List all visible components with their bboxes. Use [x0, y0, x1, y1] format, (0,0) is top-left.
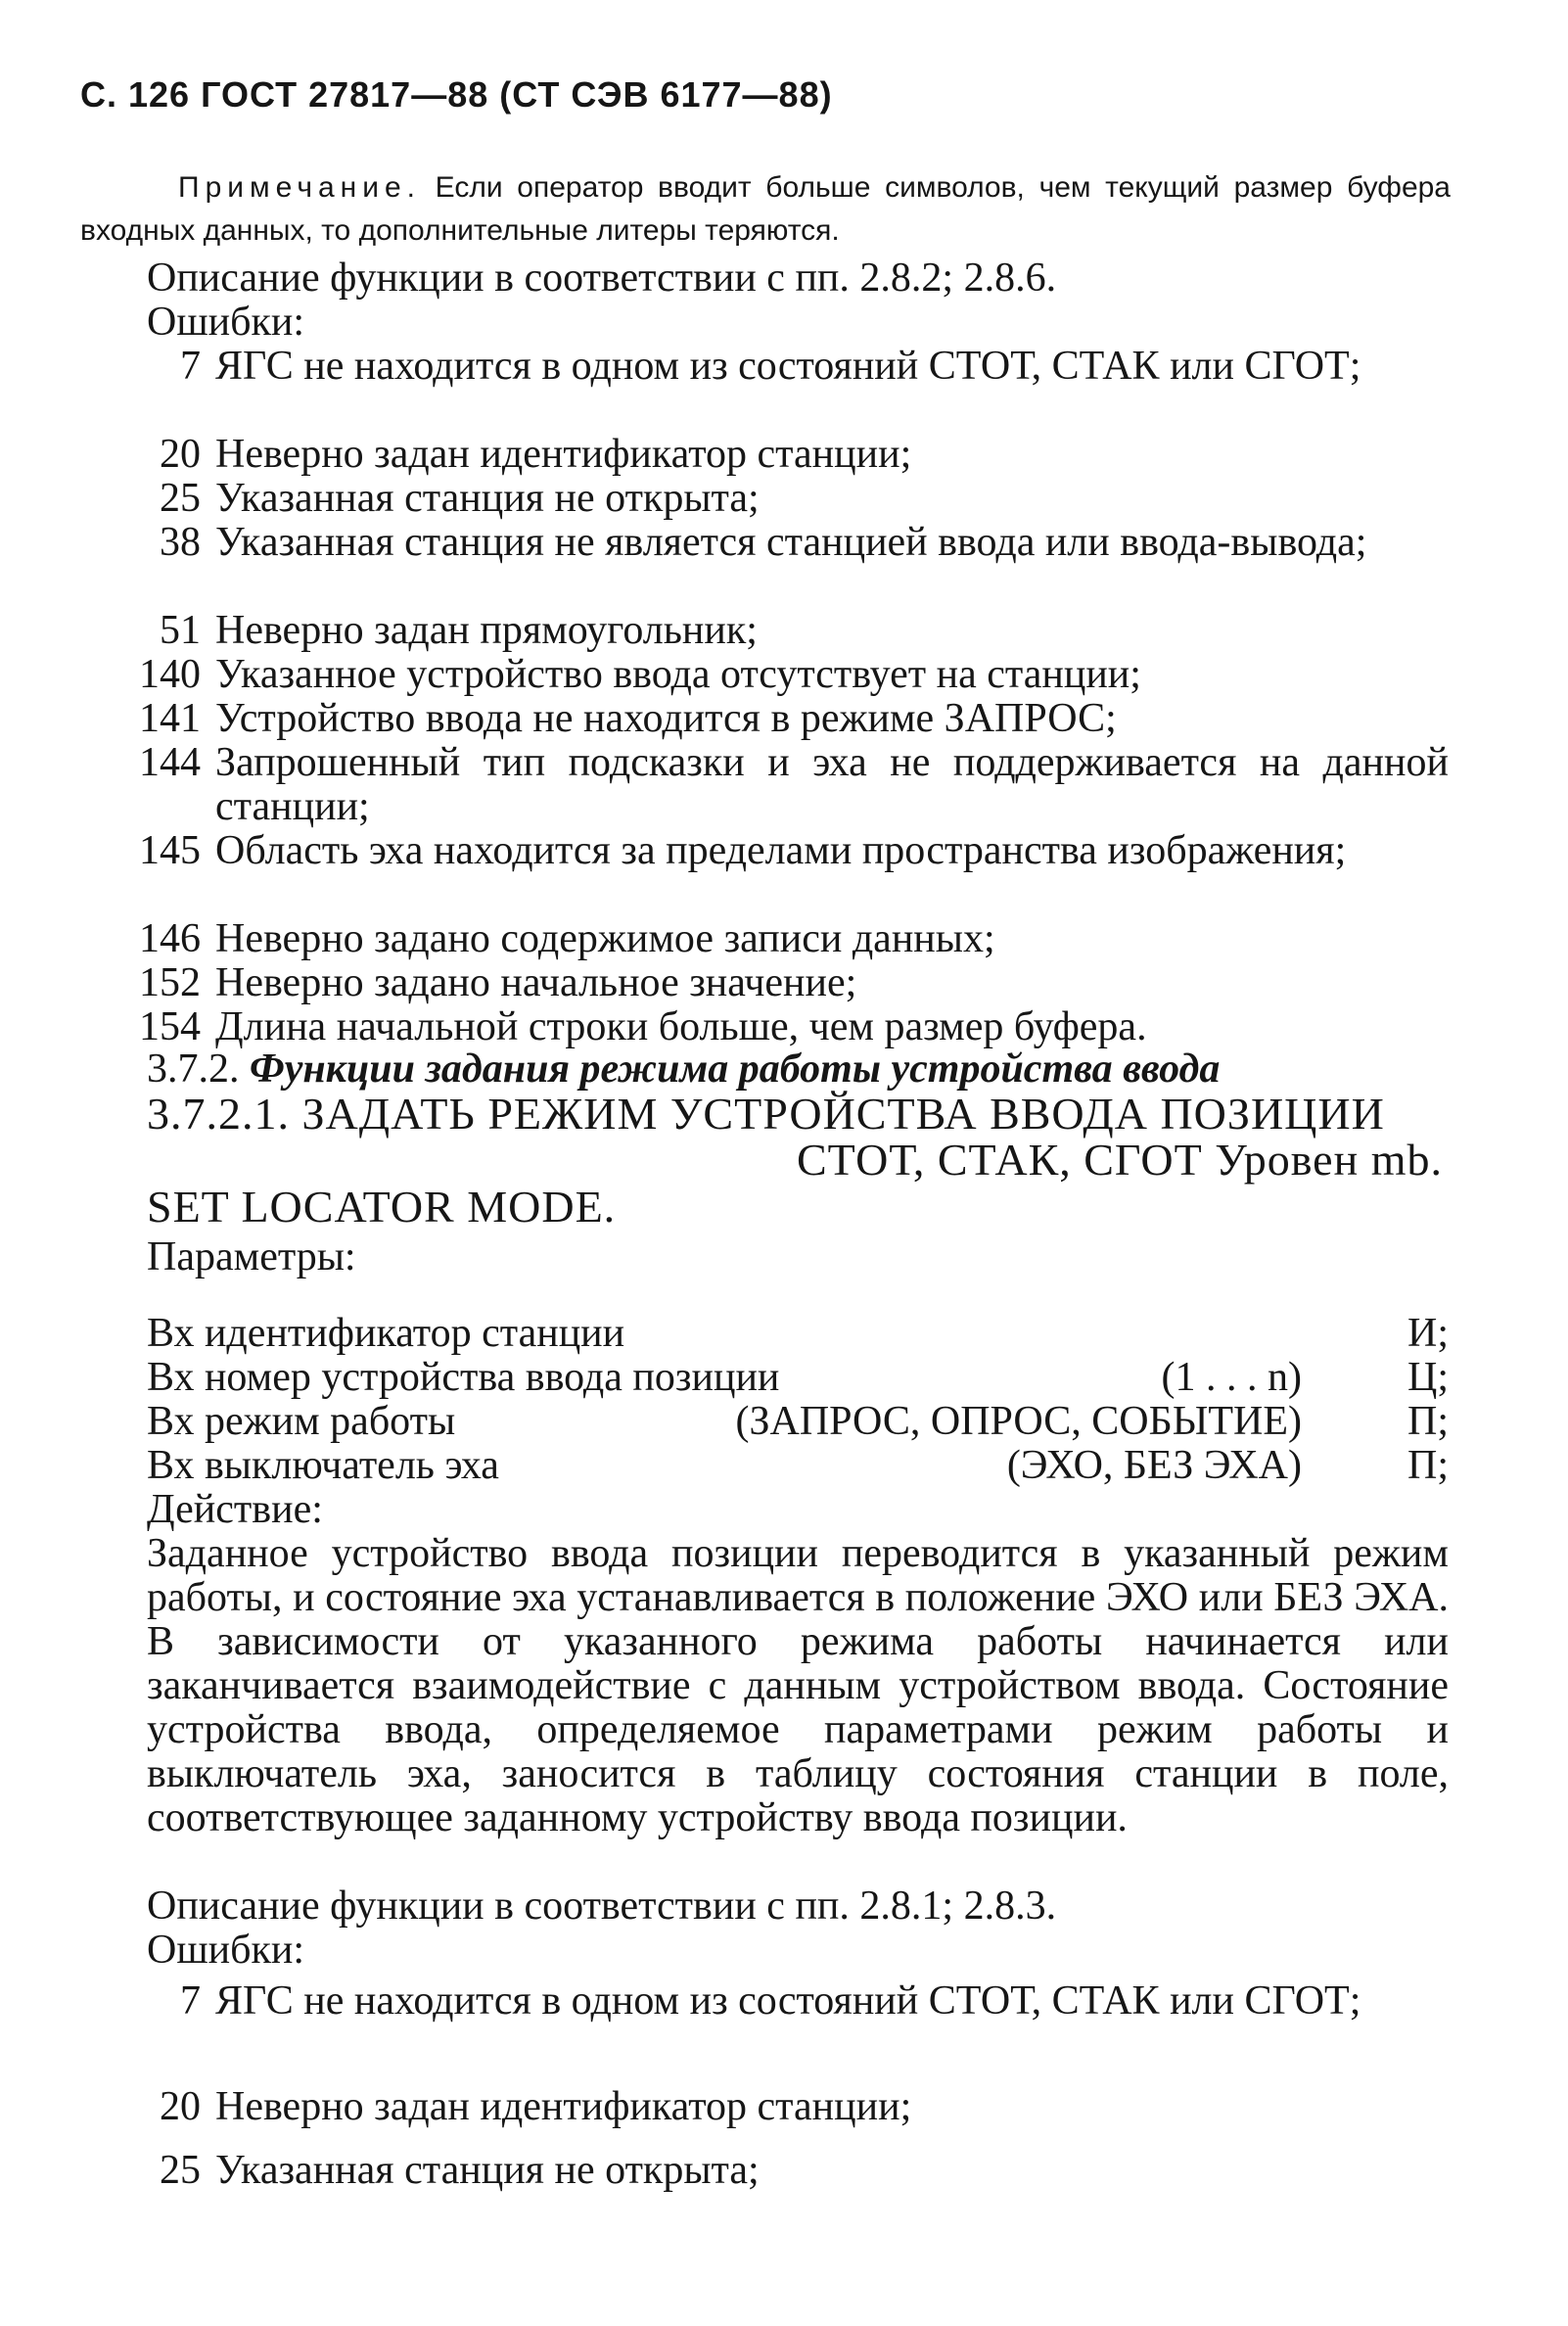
section-heading: [147, 1047, 1220, 1092]
param-name: Вх режим работы: [147, 1399, 456, 1444]
error-text: Указанная станция не открыта;: [215, 476, 760, 521]
action-text: Заданное устройство ввода позиции переводится в указанный режим работы, и состояние эха устанавливается в положение ЭХО или БЕЗ ЭХА. В зависимости от указанного режима работы начинается или заканчивается взаимодействие с данным устройством ввода. Состояние устройства ввода, определяемое параметрами режим работы и выключатель эха, заносится в таблицу состояния станции в поле, соответствующее заданному устройству ввода позиции.: [147, 1531, 1449, 1840]
error-text: Неверно задано содержимое записи данных;: [215, 916, 995, 961]
subsection-errors-label: Ошибки:: [147, 1928, 305, 1973]
error-text: ЯГС не находится в одном из состояний СТОТ, СТАК или СГОТ;: [215, 344, 1361, 389]
note: [80, 166, 1451, 253]
param-range: (1 . . . n): [1161, 1355, 1302, 1400]
param-name: Вх идентификатор станции: [147, 1311, 625, 1356]
error-text: Устройство ввода не находится в режиме ЗАПРОС;: [215, 696, 1117, 741]
error-text: Неверно задан идентификатор станции;: [215, 2084, 912, 2129]
error-text: Указанная станция не является станцией ввода или ввода-вывода;: [215, 520, 1367, 565]
param-type: П;: [1407, 1443, 1449, 1488]
error-text: Указанное устройство ввода отсутствует на станции;: [215, 652, 1141, 697]
block1-errors-label: Ошибки:: [147, 300, 305, 345]
subsection-title: 3.7.2.1. ЗАДАТЬ РЕЖИМ УСТРОЙСТВА ВВОДА ПОЗИЦИИ: [147, 1089, 1385, 1139]
action-label: Действие:: [147, 1487, 323, 1532]
error-code: 7: [180, 1978, 201, 2024]
param-row: [147, 1444, 1449, 1488]
error-code: 7: [180, 344, 201, 389]
param-row: [147, 1400, 1449, 1444]
page-header: С. 126 ГОСТ 27817—88 (СТ СЭВ 6177—88): [80, 74, 833, 115]
error-code: 38: [160, 520, 201, 565]
error-text: Длина начальной строки больше, чем размер буфера.: [215, 1004, 1147, 1049]
note-label: Примечание.: [178, 171, 421, 204]
error-text: Неверно задан идентификатор станции;: [215, 432, 912, 477]
param-row: [147, 1356, 1449, 1400]
param-range: (ЭХО, БЕЗ ЭХА): [1006, 1443, 1302, 1488]
error-code: 141: [139, 696, 201, 741]
error-code: 152: [139, 960, 201, 1005]
error-code: 20: [160, 432, 201, 477]
section-title: Функции задания режима работы устройства ввода: [250, 1047, 1221, 1092]
error-code: 51: [160, 608, 201, 653]
param-type: Ц;: [1407, 1355, 1449, 1400]
param-type: И;: [1407, 1311, 1449, 1356]
error-text: Область эха находится за пределами пространства изображения;: [215, 828, 1347, 873]
error-code: 146: [139, 916, 201, 961]
error-text: ЯГС не находится в одном из состояний СТОТ, СТАК или СГОТ;: [215, 1978, 1361, 2024]
error-code: 25: [160, 2148, 201, 2193]
error-text: Неверно задан прямоугольник;: [215, 608, 758, 653]
param-type: П;: [1407, 1399, 1449, 1444]
param-name: Вх выключатель эха: [147, 1443, 499, 1488]
param-row: [147, 1312, 1449, 1356]
error-text: Неверно задано начальное значение;: [215, 960, 857, 1005]
error-code: 144: [139, 740, 201, 785]
error-code: 140: [139, 652, 201, 697]
error-text: Запрошенный тип подсказки и эха не поддерживается на данной станции;: [215, 740, 1449, 829]
function-english-name: SET LOCATOR MODE.: [147, 1182, 617, 1232]
error-code: 20: [160, 2084, 201, 2129]
error-code: 25: [160, 476, 201, 521]
note-text: Если оператор вводит больше символов, чем текущий размер буфера входных данных, то дополнительные литеры теряются.: [80, 171, 1451, 247]
error-text: Указанная станция не открыта;: [215, 2148, 760, 2193]
params-label: Параметры:: [147, 1234, 356, 1279]
error-code: 145: [139, 828, 201, 873]
param-name: Вх номер устройства ввода позиции: [147, 1355, 780, 1400]
section-number: 3.7.2.: [147, 1047, 240, 1092]
block1-description: Описание функции в соответствии с пп. 2.8.2; 2.8.6.: [147, 256, 1057, 301]
error-code: 154: [139, 1004, 201, 1049]
param-range: (ЗАПРОС, ОПРОС, СОБЫТИЕ): [735, 1399, 1302, 1444]
subsection-states: СТОТ, СТАК, СГОТ Уровен mb.: [796, 1135, 1443, 1185]
subsection-description: Описание функции в соответствии с пп. 2.8.1; 2.8.3.: [147, 1884, 1057, 1929]
